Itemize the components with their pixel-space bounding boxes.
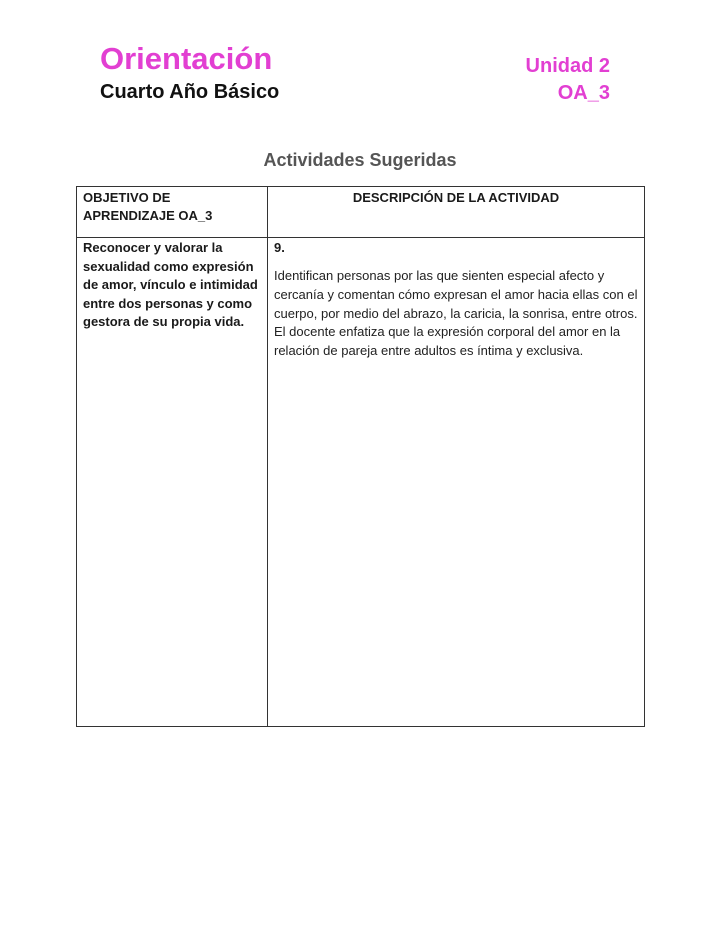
table-row bbox=[77, 238, 645, 727]
learning-objective: Reconocer y valorar la sexualidad como expresión de amor, vínculo e intimidad entre dos personas y como gestora de su propia vida. bbox=[77, 238, 268, 727]
unit-label: Unidad 2 bbox=[525, 55, 610, 77]
section-title: Actividades Sugeridas bbox=[263, 150, 457, 170]
subject-title: Orientación bbox=[100, 41, 273, 76]
grade-level: Cuarto Año Básico bbox=[100, 81, 280, 103]
activity-number: 9. bbox=[274, 240, 285, 255]
oa-code: OA_3 bbox=[557, 82, 610, 104]
activity-description-cell bbox=[268, 238, 645, 727]
activity-text: Identifican personas por las que sienten especial afecto y cercanía y comentan cómo expresan el amor hacia ellas con el cuerpo, por medio del abrazo, la caricia, la sonrisa, entre otros. El docente enfatiza que la expresión corporal del amor en la relación de pareja entre adultos es íntima y exclusiva. bbox=[274, 268, 638, 359]
description-header: DESCRIPCIÓN DE LA ACTIVIDAD bbox=[268, 187, 645, 238]
activities-table bbox=[76, 186, 645, 727]
table-header-row bbox=[77, 187, 645, 238]
objective-header: OBJETIVO DE APRENDIZAJE OA_3 bbox=[77, 187, 268, 238]
